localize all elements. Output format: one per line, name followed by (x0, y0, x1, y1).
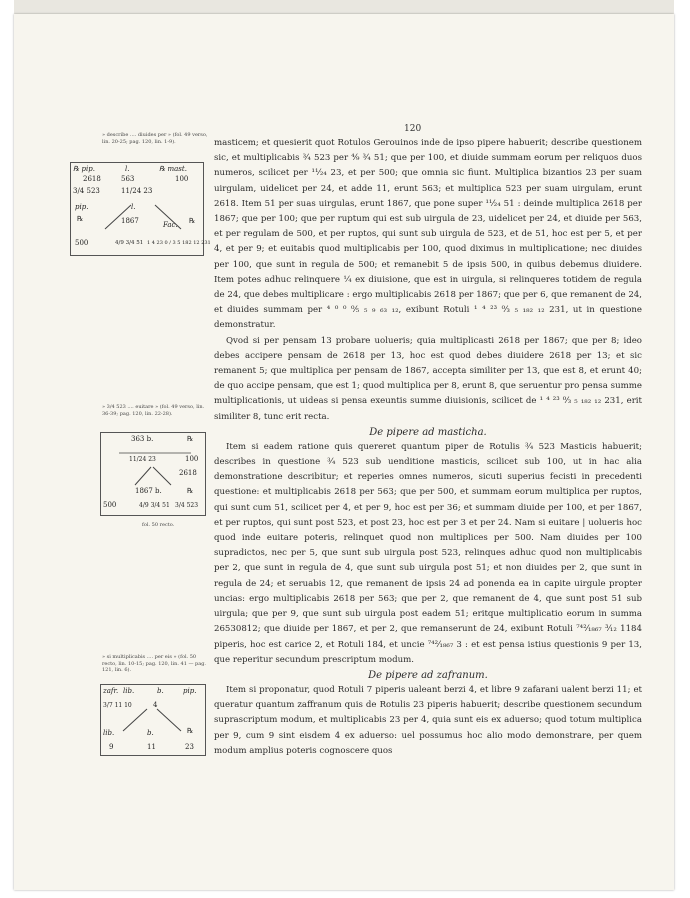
diagram-label: b. (147, 729, 154, 737)
paragraph: masticem; et quesierit quot Rotulos Gerouinos inde de ipso pipere habuerit; describe questionem sic, et multiplicabis ¾ 523 per ⁴⁄₉ ¾ 51; que per 100, et diuide summam eorum per reliquos duos numeros, scilicet per ¹¹⁄₂₄ 23, et per 500; que omnia sic fiunt. Multiplica bizantios 23 per suam uirgulam, uidelicet per 24, et adde 11, erunt 563; et multiplica 523 per suam uirgulam, erunt 2618. Item 51 per suas uirgulas, erunt 1867, que pone super ¹¹⁄₂₄ 51 : deinde multiplica 2618 per 1867; que per 100; que per ruptum qui est sub uirgula de 23, uidelicet per 24, et diuide per 563, et per regulam de 500, et per ruptos, qui sunt sub uirgula de 523, et de 51, hoc est per 5, et per 4, et per 9; et euitabis quod multiplicabis per 100, quod diximus in multiplicatione; nec diuides per 100, que sunt in regula de 500; et remanebit 5 de ipsis 500, in quibus debemus diuidere. Item potes adhuc relinquere ¼ ex diuisione, que est in uirgula, si relinqueres totidem de regula de 24, que debes multiplicare : ergo multiplicabis 2618 per 1867; que per 6, que remanent de 24, et diuides summam per ⁴ ⁰ ⁰ ⁰⁄₅ ₅ ₉ ₆₃ ₁₂, exibunt Rotuli ¹ ⁴ ²³ ⁰⁄₃ ₅ ₁₈₂ ₁₂ 231, ut in questione demonstratur. (214, 138, 642, 331)
diagram-piper-masticha (100, 432, 206, 516)
diagram-value: 3/7 11 10 (103, 702, 132, 709)
paragraph: Item si proponatur, quod Rotuli 7 piperis ualeant berzi 4, et libre 9 zafarani ualent berzi 11; et queratur quantum zaffranum quis de Rotulis 23 piperis habuerit; describe questionem secundum suprascriptum modum, et multiplicabis 23 per 4, quia sunt eis ex aduerso; quod totum multiplica per 9, cum 9 sint eisdem 4 ex aduerso: uel possumus hoc alio modo demonstrare, per quem modum amplius poteris cognoscere quos (214, 684, 642, 756)
diagram-label: Fac. (163, 221, 178, 229)
diagram-value: 11/24 23 (129, 456, 156, 463)
section-heading: De pipere ad zafranum. (368, 669, 488, 681)
diagram-value: 3/4 523 (73, 187, 100, 195)
paragraph: Qvod si per pensam 13 probare uolueris; quia multiplicasti 2618 per 1867; que per 8; ideo debes accipere pensam de 2618 per 13, hoc est quod debes diuidere 2618 per 13; et sic remanent 5; que multiplica per pensam de 1867, accepta similiter per 13, que est 8, et erunt 40; de quo accipe pensam, que est 1; quod multiplica per 8, erunt 8, que seruentur pro pensa summe multiplicationis, ut uideas si pensa exeuntis summe diuisionis, scilicet de ¹ ⁴ ²³ ⁰⁄₃ ₅ ₁₈₂ ₁₂ 231, erit similiter 8, tunc erit recta. (214, 335, 642, 422)
diagram-value: 2618 (179, 469, 197, 477)
diagram-label: l. (131, 203, 136, 211)
diagram-label: ℞ (189, 217, 196, 225)
book-page (14, 14, 674, 890)
diagram-value: 100 (185, 455, 199, 463)
diagram-value: 363 b. (131, 435, 154, 443)
main-text (214, 136, 642, 759)
diagram-label: b. (157, 687, 164, 695)
diagram-value: 3/4 523 (175, 502, 199, 509)
diagram-label: ℞ (77, 215, 84, 223)
margin-note: » si multiplicabis .... per eis » (fol. 50 recto, lin. 10-15; pag. 120, lin. 41 — pag. 121, lin. 6). (102, 654, 207, 674)
diagram-result: 1 4 23 0 / 3 5 182 12 231 (147, 240, 211, 246)
diagram-value: 4 (153, 701, 158, 709)
margin-note: » 3/4 523 .... euitare » (fol. 49 verso, lin. 36-39; pag. 120, lin. 22-28). (102, 404, 205, 417)
diagram-piper-mastic (70, 162, 211, 256)
diagram-value: 500 (75, 239, 89, 247)
diagram-value: 563 (121, 175, 135, 183)
diagram-label: ℞ (187, 487, 194, 495)
diagram-label: ℞ mast. (159, 165, 187, 173)
diagram-value: 9 (109, 743, 114, 751)
top-bar (14, 0, 674, 14)
diagram-label: lib. (123, 687, 135, 695)
margin-note: » describe .... diuides per » (fol. 49 verso, lin. 20-25; pag. 120, lin. 1-9). (102, 132, 208, 145)
diagram-value: 1867 (121, 217, 139, 225)
diagram-label: l. (125, 165, 130, 173)
diagram-value: 23 (185, 743, 194, 751)
diagram-label: ℞ pip. (73, 165, 95, 173)
diagram-value: 100 (175, 175, 189, 183)
diagram-label: zafr. (103, 687, 119, 695)
diagram-label: ℞ (187, 727, 194, 735)
paragraph: Item si eadem ratione quis quereret quantum piper de Rotulis ¾ 523 Masticis habuerit; describes in questione ¾ 523 sub uenditione masticis, scilicet sub 100, ut in hac alia demonstratione describitur; et reperies omnes numeros, sicuti superius fecisti in precedenti questione: et multiplicabis 2618 per 563; que per 500, et summam eorum multiplica per ruptos, qui sunt cum 51, scilicet per 4, et per 9, hoc est per 36; et summam diuide per 100, et per 1867, et per ruptos, qui sunt post 523, et post 23, hoc est per 3 et per 24. Nam si euitare | uolueris hoc quod inde euitare poteris, relinquet quod non multiplices per 500. Nam diuides per 100 supradictos, nec per 5, que sunt sub uirgula post 523, relinques adhuc quod non multiplicabis per 2, que sunt in regula de 4, que sunt sub uirgula post 51; et non diuides per 2, que sunt in regula de 24; et seruabis 12, que remanent de ipsis 24 ad ponenda ea in capite uirgule propter uncias: ergo multiplicabis 2618 per 563; que per 2, que remanent de 4, que sunt post 51 sub uirgula; que per 9, que sunt sub uirgula post eadem 51; eritque multiplicatio eorum in summa 26530812; que diuide per 1867, et per 2, que remanserunt de 24, exibunt Rotuli ⁷⁴²⁄₁₈₆₇ ³⁄₁₂ 1184 piperis, hoc est carice 2, et Rotuli 184, et uncie ⁷⁴²⁄₁₈₆₇ 3 : et est pensa istius questionis 9 per 13, que reperitur secundum prescriptum modum. (214, 441, 642, 665)
diagram-label: pip. (75, 203, 89, 211)
diagram-value: 11 (147, 743, 156, 751)
diagram-piper-zafran (100, 684, 206, 756)
diagram-value: 4/9 3/4 51 (139, 502, 170, 509)
section-heading: De pipere ad masticha. (369, 426, 487, 438)
diagram-value: 1867 b. (135, 487, 162, 495)
diagram-label: lib. (103, 729, 115, 737)
diagram-label: ℞ (187, 435, 194, 443)
diagram-value: 4/9 3/4 51 (115, 240, 144, 246)
margin-note: fol. 50 recto. (142, 522, 175, 528)
diagram-value: 2618 (83, 175, 101, 183)
page-number: 120 (404, 124, 422, 134)
diagram-value: 500 (103, 501, 117, 509)
diagram-value: 11/24 23 (121, 187, 153, 195)
diagram-label: pip. (183, 687, 197, 695)
